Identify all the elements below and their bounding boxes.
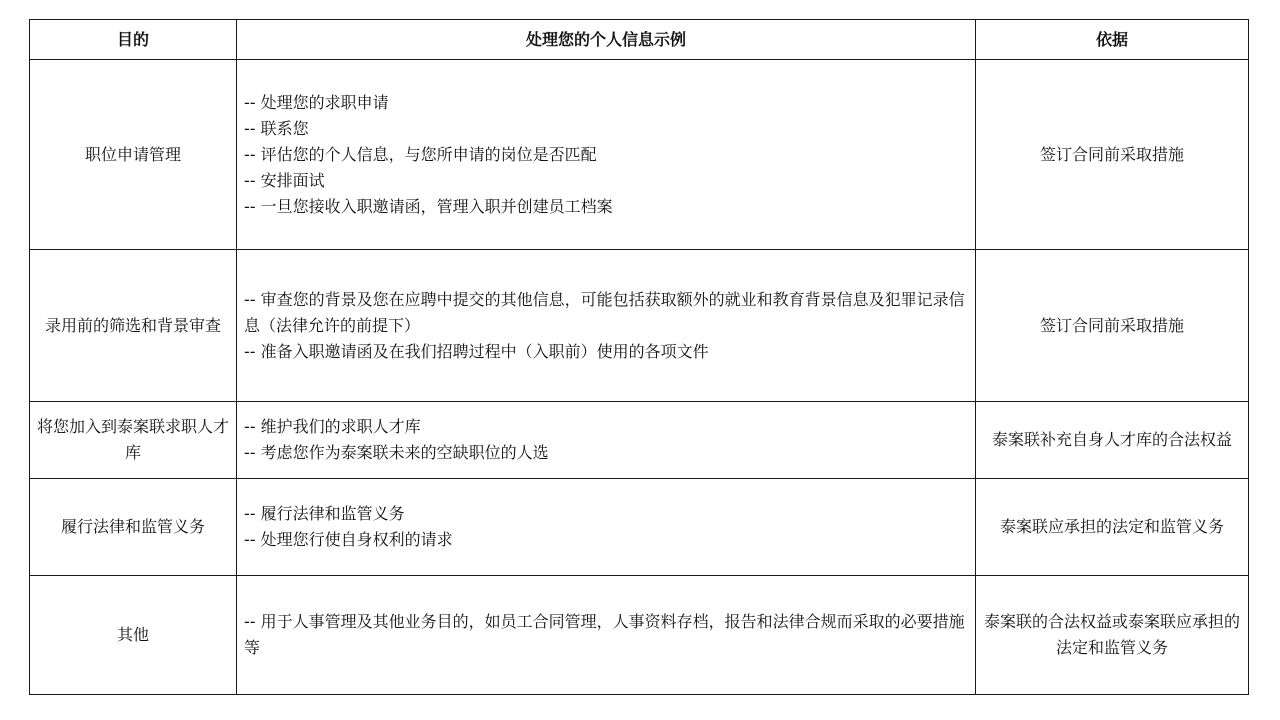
examples-cell [237, 60, 976, 250]
example-item: -- 处理您行使自身权利的请求 [244, 527, 965, 553]
table-row [30, 402, 1249, 479]
examples-cell [237, 250, 976, 402]
table-row [30, 60, 1249, 250]
example-item: -- 处理您的求职申请 [244, 90, 965, 116]
table-row [30, 479, 1249, 576]
purpose-cell: 录用前的筛选和背景审查 [30, 250, 237, 402]
table-row [30, 250, 1249, 402]
header-basis: 依据 [976, 20, 1249, 60]
example-item: -- 安排面试 [244, 168, 965, 194]
example-item: -- 准备入职邀请函及在我们招聘过程中（入职前）使用的各项文件 [244, 339, 965, 365]
purpose-cell: 履行法律和监管义务 [30, 479, 237, 576]
example-item: -- 评估您的个人信息，与您所申请的岗位是否匹配 [244, 142, 965, 168]
header-purpose: 目的 [30, 20, 237, 60]
basis-cell: 签订合同前采取措施 [976, 60, 1249, 250]
purpose-cell: 将您加入到泰案联求职人才库 [30, 402, 237, 479]
example-item: -- 考虑您作为泰案联未来的空缺职位的人选 [244, 440, 965, 466]
personal-info-processing-table [29, 19, 1249, 695]
basis-cell: 签订合同前采取措施 [976, 250, 1249, 402]
purpose-cell: 职位申请管理 [30, 60, 237, 250]
basis-cell: 泰案联应承担的法定和监管义务 [976, 479, 1249, 576]
purpose-cell: 其他 [30, 576, 237, 695]
example-item: -- 维护我们的求职人才库 [244, 414, 965, 440]
table-row [30, 576, 1249, 695]
example-item: -- 一旦您接收入职邀请函，管理入职并创建员工档案 [244, 194, 965, 220]
table-header-row [30, 20, 1249, 60]
basis-cell: 泰案联的合法权益或泰案联应承担的法定和监管义务 [976, 576, 1249, 695]
example-item: -- 联系您 [244, 116, 965, 142]
basis-cell: 泰案联补充自身人才库的合法权益 [976, 402, 1249, 479]
examples-cell [237, 402, 976, 479]
example-item: -- 履行法律和监管义务 [244, 501, 965, 527]
example-item: -- 用于人事管理及其他业务目的，如员工合同管理，人事资料存档，报告和法律合规而采取的必要措施等 [244, 609, 965, 661]
examples-cell [237, 479, 976, 576]
header-examples: 处理您的个人信息示例 [237, 20, 976, 60]
examples-cell [237, 576, 976, 695]
example-item: -- 审查您的背景及您在应聘中提交的其他信息，可能包括获取额外的就业和教育背景信息及犯罪记录信息（法律允许的前提下） [244, 287, 965, 339]
